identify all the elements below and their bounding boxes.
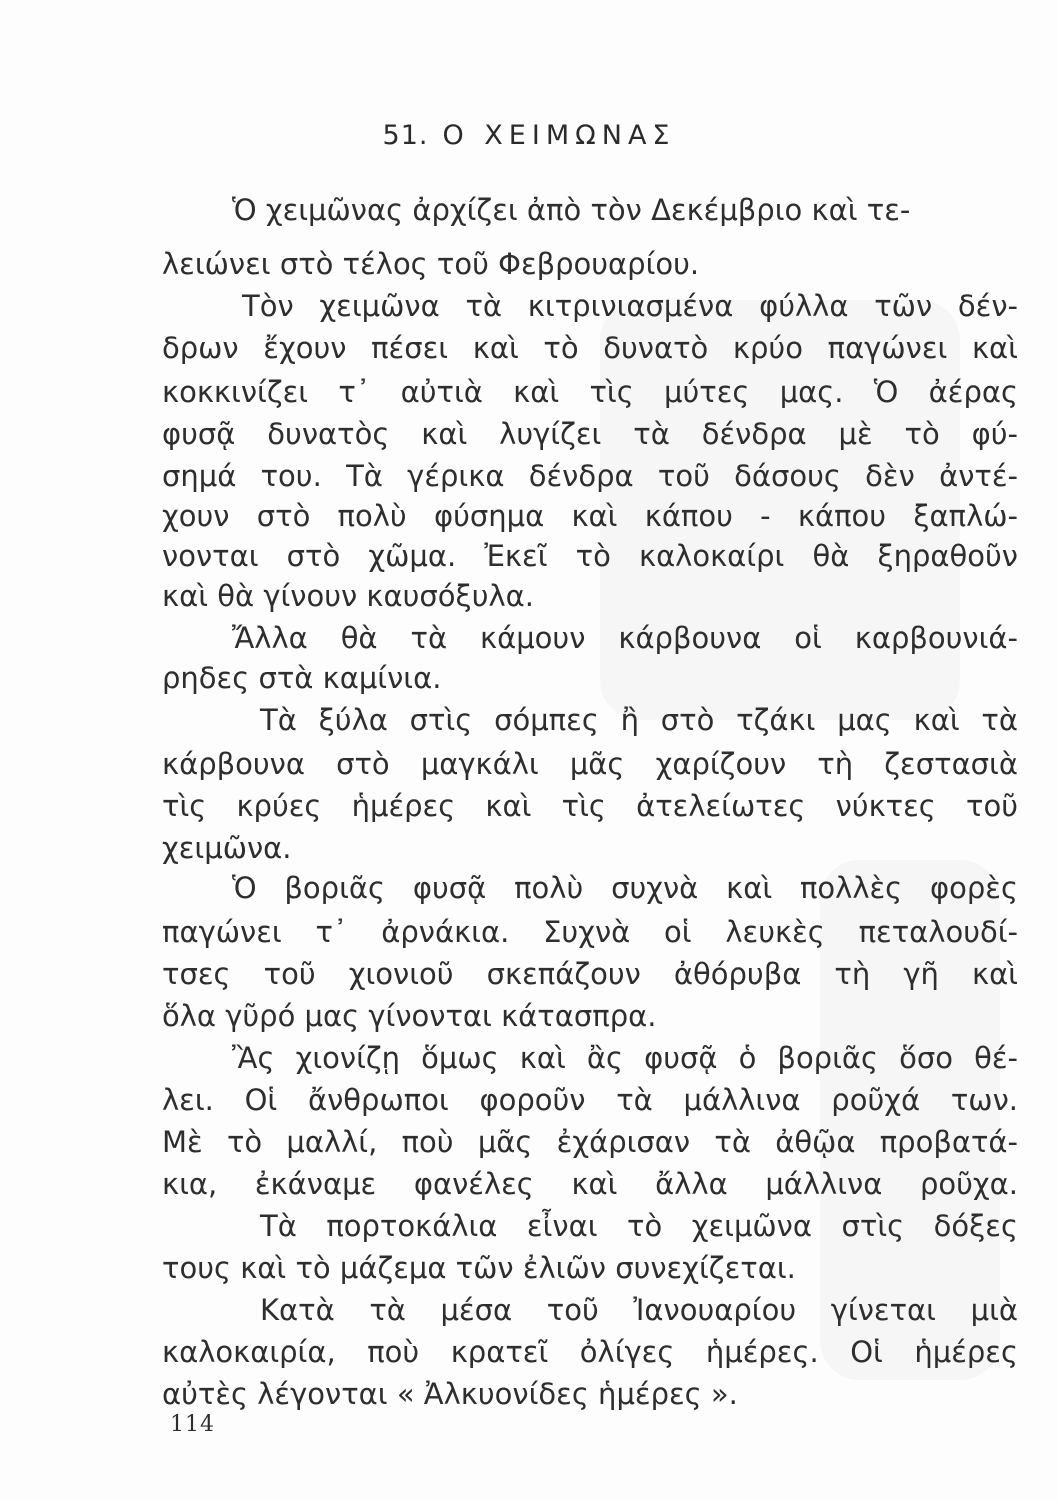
text-line: λειώνει στὸ τέλος τοῦ Φεβρουαρίου.: [162, 247, 700, 281]
text-line: φυσᾷ δυνατὸς καὶ λυγίζει τὰ δένδρα μὲ τὸ φύ-: [162, 417, 1018, 451]
text-line: τσες τοῦ χιονιοῦ σκεπάζουν ἀθόρυβα τὴ γῆ καὶ: [162, 957, 1018, 991]
chapter-number: 51.: [382, 120, 429, 151]
text-line: ὅλα γῦρό μας γίνονται κάτασπρα.: [162, 999, 657, 1033]
chapter-title: Ο ΧΕΙΜΩΝΑΣ: [442, 120, 676, 151]
text-line: καὶ θὰ γίνουν καυσόξυλα.: [162, 579, 534, 613]
text-line: σημά του. Τὰ γέρικα δένδρα τοῦ δάσους δὲν ἀντέ-: [162, 459, 1018, 493]
text-line: δρων ἔχουν πέσει καὶ τὸ δυνατὸ κρύο παγώνει καὶ: [162, 331, 1018, 365]
text-line: χειμῶνα.: [162, 831, 292, 865]
text-line: Κατὰ τὰ μέσα τοῦ Ἰανουαρίου γίνεται μιὰ: [260, 1293, 1018, 1327]
text-line: Τὰ πορτοκάλια εἶναι τὸ χειμῶνα στὶς δόξες: [260, 1209, 1018, 1243]
text-line: κάρβουνα στὸ μαγκάλι μᾶς χαρίζουν τὴ ζεστασιὰ: [162, 747, 1018, 781]
text-line: παγώνει τ᾿ ἀρνάκια. Συχνὰ οἱ λευκὲς πεταλουδί-: [162, 915, 1018, 949]
text-line: Τὸν χειμῶνα τὰ κιτρινιασμένα φύλλα τῶν δέν-: [242, 289, 1018, 323]
text-line: κια, ἐκάναμε φανέλες καὶ ἄλλα μάλλινα ροῦχα.: [162, 1167, 1018, 1201]
text-line: Ἂς χιονίζῃ ὅμως καὶ ἂς φυσᾷ ὁ βοριᾶς ὅσο θέ-: [232, 1041, 1018, 1075]
text-line: ρηδες στὰ καμίνια.: [162, 661, 442, 695]
text-line: τους καὶ τὸ μάζεμα τῶν ἐλιῶν συνεχίζεται.: [162, 1251, 796, 1285]
chapter-heading: [0, 120, 1058, 151]
text-line: χουν στὸ πολὺ φύσημα καὶ κάπου - κάπου ξαπλώ-: [162, 499, 1018, 533]
text-line: κοκκινίζει τ᾿ αὐτιὰ καὶ τὶς μύτες μας. Ὁ ἀέρας: [162, 375, 1018, 409]
text-line: Ὁ βοριᾶς φυσᾷ πολὺ συχνὰ καὶ πολλὲς φορὲς: [232, 871, 1018, 905]
text-line: αὐτὲς λέγονται « Ἀλκυονίδες ἡμέρες ».: [162, 1377, 738, 1411]
text-line: καλοκαιρία, ποὺ κρατεῖ ὀλίγες ἡμέρες. Οἱ ἡμέρες: [162, 1335, 1018, 1369]
text-line: Μὲ τὸ μαλλί, ποὺ μᾶς ἐχάρισαν τὰ ἀθῷα προβατά-: [162, 1125, 1018, 1159]
text-line: Ἄλλα θὰ τὰ κάμουν κάρβουνα οἱ καρβουνιά-: [232, 621, 1018, 655]
text-line: Τὰ ξύλα στὶς σόμπες ἢ στὸ τζάκι μας καὶ τὰ: [260, 703, 1018, 737]
page-number: 114: [170, 1412, 215, 1437]
text-line: τὶς κρύες ἡμέρες καὶ τὶς ἀτελείωτες νύκτες τοῦ: [162, 789, 1018, 823]
text-line: νονται στὸ χῶμα. Ἐκεῖ τὸ καλοκαίρι θὰ ξηραθοῦν: [162, 539, 1018, 573]
text-line: λει. Οἱ ἄνθρωποι φοροῦν τὰ μάλλινα ροῦχά των.: [162, 1083, 1018, 1117]
text-line: Ὁ χειμῶνας ἀρχίζει ἀπὸ τὸν Δεκέμβριο καὶ τε-: [232, 193, 911, 227]
